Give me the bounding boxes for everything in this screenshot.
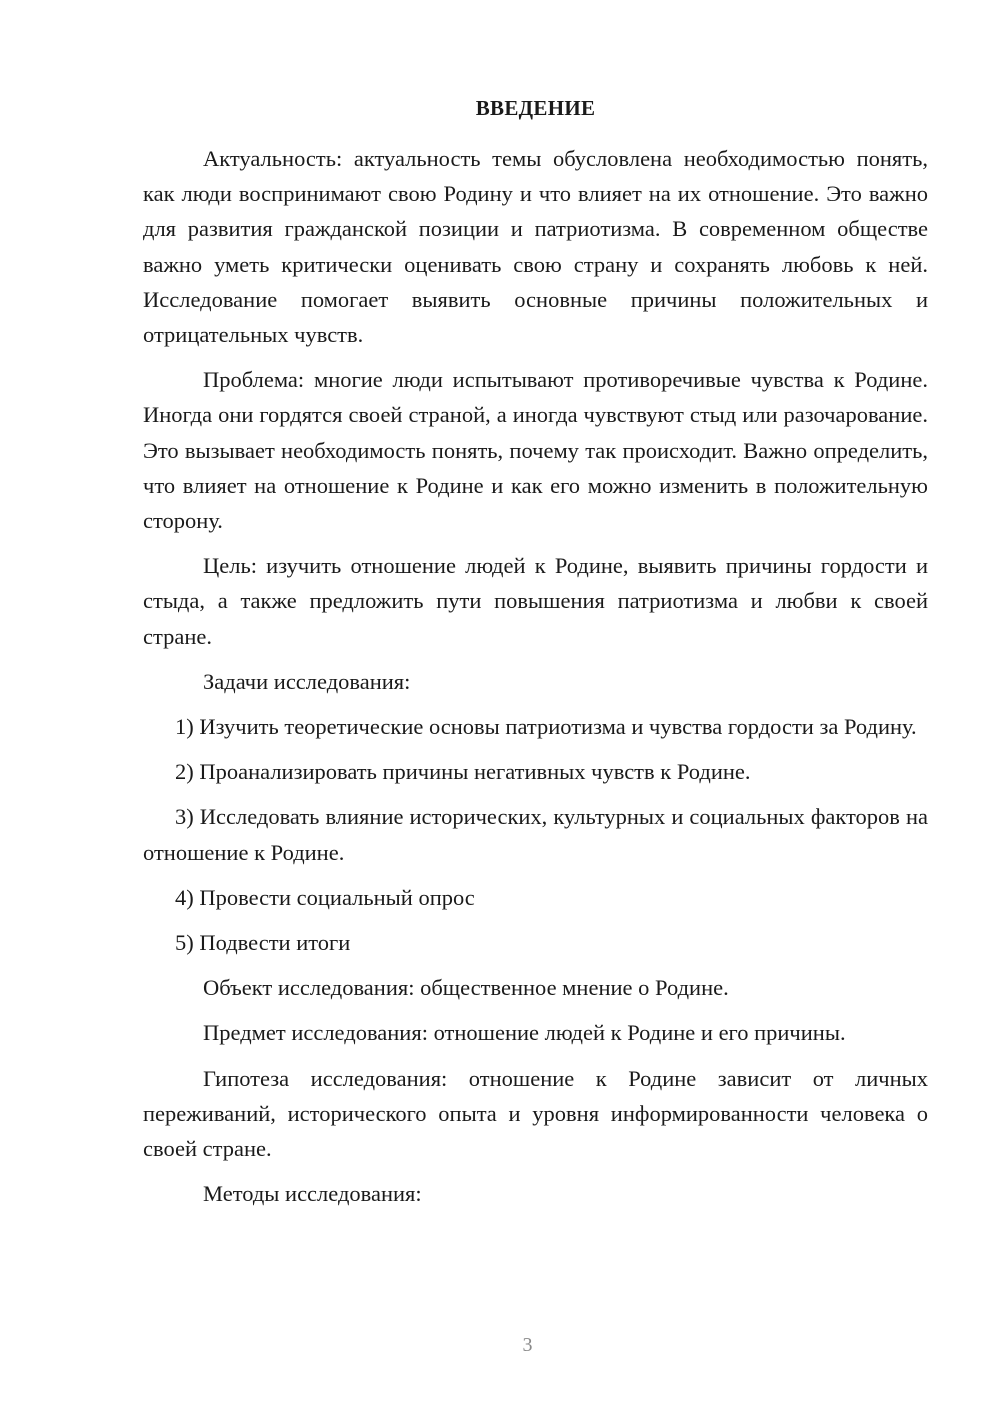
task-item-4: 4) Провести социальный опрос: [175, 884, 475, 910]
paragraph-hypothesis: Гипотеза исследования: отношение к Родине зависит от личных переживаний, исторического опыта и уровня информированности человека о своей стране.: [143, 1065, 928, 1162]
paragraph-goal: Цель: изучить отношение людей к Родине, выявить причины гордости и стыда, а также предложить пути повышения патриотизма и любви к своей стране.: [143, 553, 928, 649]
document-body: [143, 141, 928, 1211]
task-item-2: 2) Проанализировать причины негативных чувств к Родине.: [175, 759, 751, 785]
task-item-3: 3) Исследовать влияние исторических, культурных и социальных факторов на отношение к Родине.: [143, 804, 928, 865]
paragraph-relevance: Актуальность: актуальность темы обусловлена необходимостью понять, как люди воспринимают свою Родину и что влияет на их отношение. Это важно для развития гражданской позиции и патриотизма. В современном обществе важно уметь критически оценивать свою страну и сохранять любовь к ней. Исследование помогает выявить основные причины положительных и отрицательных чувств.: [143, 146, 928, 348]
page-number: 3: [522, 1334, 533, 1356]
paragraph-methods: Методы исследования:: [203, 1181, 422, 1207]
paragraph-subject: Предмет исследования: отношение людей к Родине и его причины.: [203, 1020, 846, 1046]
page-title: ВВЕДЕНИЕ: [475, 96, 596, 120]
document-page: [143, 0, 928, 1414]
paragraph-tasks-heading: Задачи исследования:: [203, 668, 411, 694]
task-item-5: 5) Подвести итоги: [175, 930, 351, 956]
task-item-1: 1) Изучить теоретические основы патриотизма и чувства гордости за Родину.: [175, 714, 917, 740]
paragraph-problem: Проблема: многие люди испытывают противоречивые чувства к Родине. Иногда они гордятся своей страной, а иногда чувствуют стыд или разочарование. Это вызывает необходимость понять, почему так происходит. Важно определить, что влияет на отношение к Родине и как его можно изменить в положительную сторону.: [143, 367, 928, 534]
paragraph-object: Объект исследования: общественное мнение о Родине.: [203, 975, 729, 1001]
